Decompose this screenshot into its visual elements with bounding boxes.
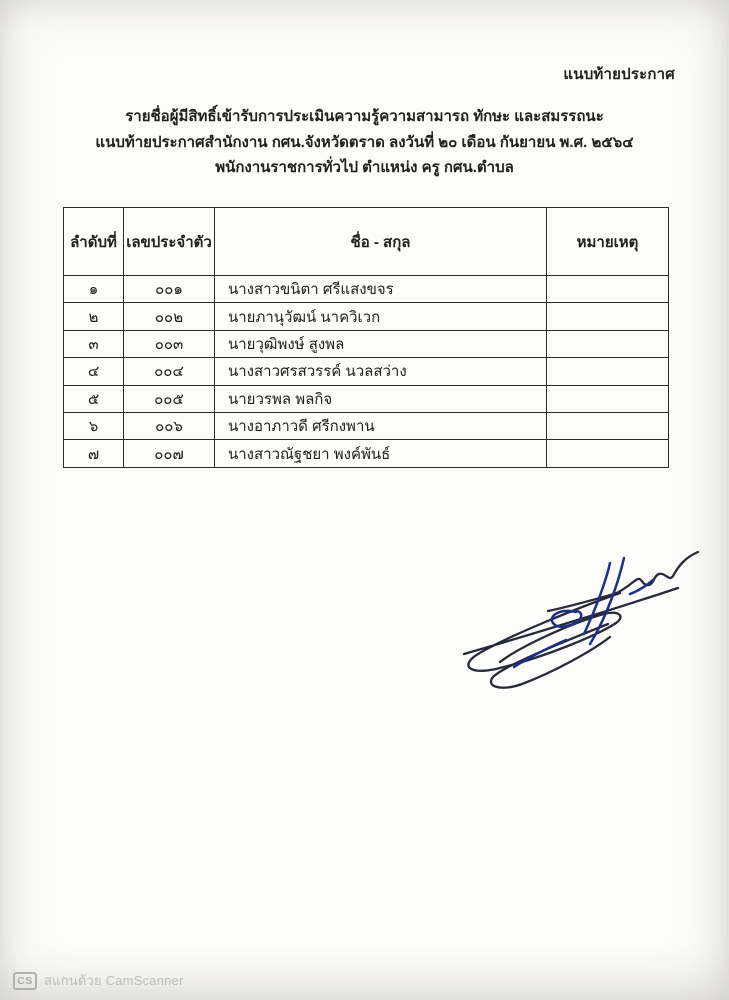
cell-no: ๑ [64,276,124,303]
table-row [64,358,669,385]
cell-id: ๐๐๗ [124,440,215,467]
signature-blue-strokes [514,558,653,667]
table-row [64,303,669,330]
cell-remark [547,276,669,303]
corner-label: แนบท้ายประกาศ [563,66,675,83]
header-id: เลขประจำตัว [124,208,215,276]
cell-no: ๓ [64,330,124,357]
document-title [0,104,729,181]
cell-id: ๐๐๓ [124,330,215,357]
cell-remark [547,358,669,385]
cell-name: นางสาวศรสวรรค์ นวลสว่าง [215,358,547,385]
cell-id: ๐๐๖ [124,412,215,439]
candidate-table [63,207,668,468]
title-line-3: พนักงานราชการทั่วไป ตำแหน่ง ครู กศน.ตำบล [215,159,514,176]
table-row [64,330,669,357]
table-row [64,385,669,412]
camscanner-watermark [13,970,184,991]
cell-id: ๐๐๔ [124,358,215,385]
title-line-1: รายชื่อผู้มีสิทธิ์เข้ารับการประเมินความรู้ความสามารถ ทักษะ และสมรรถนะ [125,108,604,125]
cell-remark [547,303,669,330]
cell-no: ๗ [64,440,124,467]
roster-table [63,207,669,468]
cell-no: ๖ [64,412,124,439]
header-name: ชื่อ - สกุล [215,208,547,276]
cell-no: ๕ [64,385,124,412]
signature-black-strokes [464,552,698,688]
cell-name: นายภานุวัฒน์ นาควิเวก [215,303,547,330]
cell-name: นายวุฒิพงษ์ สูงพล [215,330,547,357]
table-row [64,412,669,439]
table-row [64,440,669,467]
cell-name: นายวรพล พลกิจ [215,385,547,412]
cell-remark [547,330,669,357]
cell-id: ๐๐๒ [124,303,215,330]
cell-no: ๒ [64,303,124,330]
title-line-2: แนบท้ายประกาศสำนักงาน กศน.จังหวัดตราด ลงวันที่ ๒๐ เดือน กันยายน พ.ศ. ๒๕๖๔ [95,133,634,151]
signature-scribble [448,536,710,692]
cell-remark [547,385,669,412]
cell-name: นางสาวขนิตา ศรีแสงขจร [215,276,547,303]
cell-name: นางอาภาวดี ศรีกงพาน [215,412,547,439]
table-header-row [64,208,669,276]
signature-ink-icon [448,536,710,692]
cell-no: ๔ [64,358,124,385]
cell-remark [547,440,669,467]
header-remark: หมายเหตุ [547,208,669,276]
cell-remark [547,412,669,439]
cell-id: ๐๐๕ [124,385,215,412]
table-row [64,276,669,303]
watermark-text: สแกนด้วย CamScanner [44,973,184,988]
header-no: ลำดับที่ [64,208,124,276]
cell-name: นางสาวณัฐชยา พงค์พันธ์ [215,440,547,467]
camscanner-badge-icon: CS [13,972,37,990]
cell-id: ๐๐๑ [124,276,215,303]
